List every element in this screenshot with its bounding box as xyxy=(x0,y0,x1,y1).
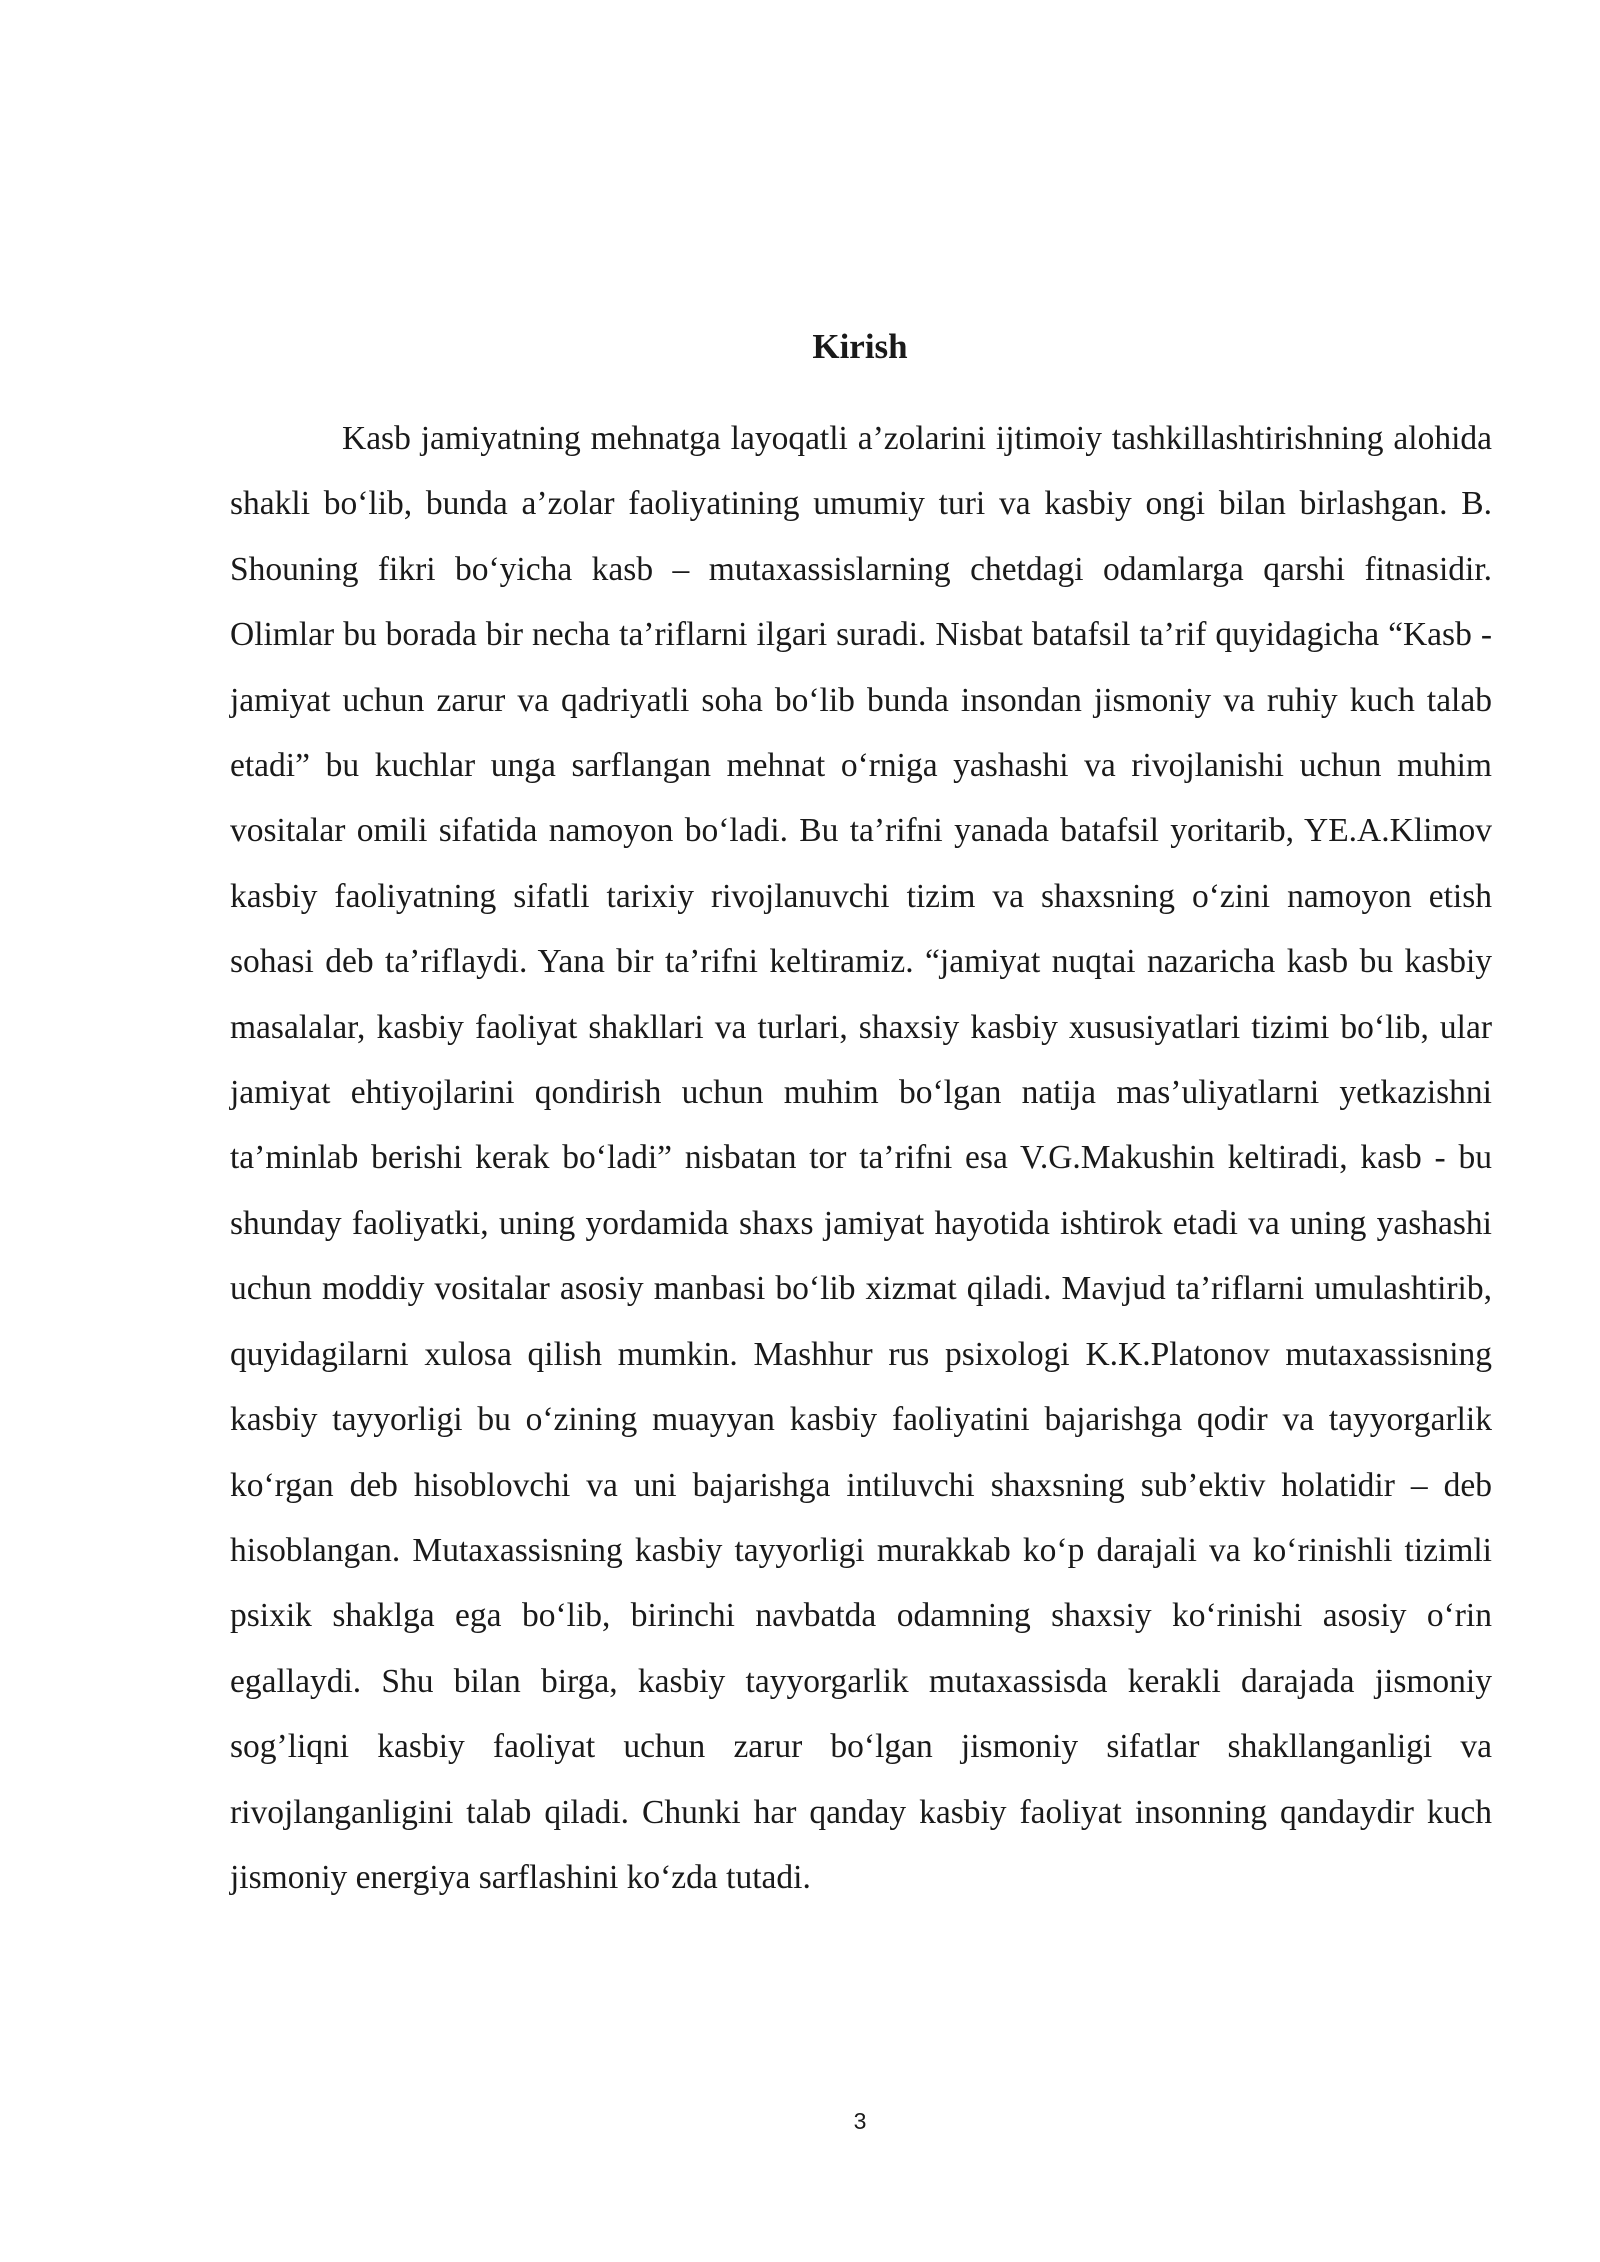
section-heading: Kirish xyxy=(812,327,908,366)
body-paragraph: Kasb jamiyatning mehnatga layoqatli a’zolarini ijtimoiy tashkillashtirishning alohida shakli bo‘lib, bunda a’zolar faoliyatining umumiy turi va kasbiy ongi bilan birlashgan. B. Shouning fikri bo‘yicha kasb – mutaxassislarning chetdagi odamlarga qarshi fitnasidir. Olimlar bu borada bir necha ta’riflarni ilgari suradi. Nisbat batafsil ta’rif quyidagicha “Kasb - jamiyat uchun zarur va qadriyatli soha bo‘lib bunda insondan jismoniy va ruhiy kuch talab etadi” bu kuchlar unga sarflangan mehnat o‘rniga yashashi va rivojlanishi uchun muhim vositalar omili sifatida namoyon bo‘ladi. Bu ta’rifni yanada batafsil yoritarib, YE.A.Klimov kasbiy faoliyatning sifatli tarixiy rivojlanuvchi tizim va shaxsning o‘zini namoyon etish sohasi deb ta’riflaydi. Yana bir ta’rifni keltiramiz. “jamiyat nuqtai nazaricha kasb bu kasbiy masalalar, kasbiy faoliyat shakllari va turlari, shaxsiy kasbiy xususiyatlari tizimi bo‘lib, ular jamiyat ehtiyojlarini qondirish uchun muhim bo‘lgan natija mas’uliyatlarni yetkazishni ta’minlab berishi kerak bo‘ladi” nisbatan tor ta’rifni esa V.G.Makushin keltiradi, kasb - bu shunday faoliyatki, uning yordamida shaxs jamiyat hayotida ishtirok etadi va uning yashashi uchun moddiy vositalar asosiy manbasi bo‘lib xizmat qiladi. Mavjud ta’riflarni umulashtirib, quyidagilarni xulosa qilish mumkin. Mashhur rus psixologi K.K.Platonov mutaxassisning kasbiy tayyorligi bu o‘zining muayyan kasbiy faoliyatini bajarishga qodir va tayyorgarlik ko‘rgan deb hisoblovchi va uni bajarishga intiluvchi shaxsning sub’ektiv holatidir – deb hisoblangan. Mutaxassisning kasbiy tayyorligi murakkab ko‘p darajali va ko‘rinishli tizimli psixik shaklga ega bo‘lib, birinchi navbatda odamning shaxsiy ko‘rinishi asosiy o‘rin egallaydi. Shu bilan birga, kasbiy tayyorgarlik mutaxassisda kerakli darajada jismoniy sog’liqni kasbiy faoliyat uchun zarur bo‘lgan jismoniy sifatlar shakllanganligi va rivojlanganligini talab qiladi. Chunki har qanday kasbiy faoliyat insonning qandaydir kuch jismoniy energiya sarflashini ko‘zda tutadi. xyxy=(230,420,1492,1896)
page-number: 3 xyxy=(853,2108,867,2134)
